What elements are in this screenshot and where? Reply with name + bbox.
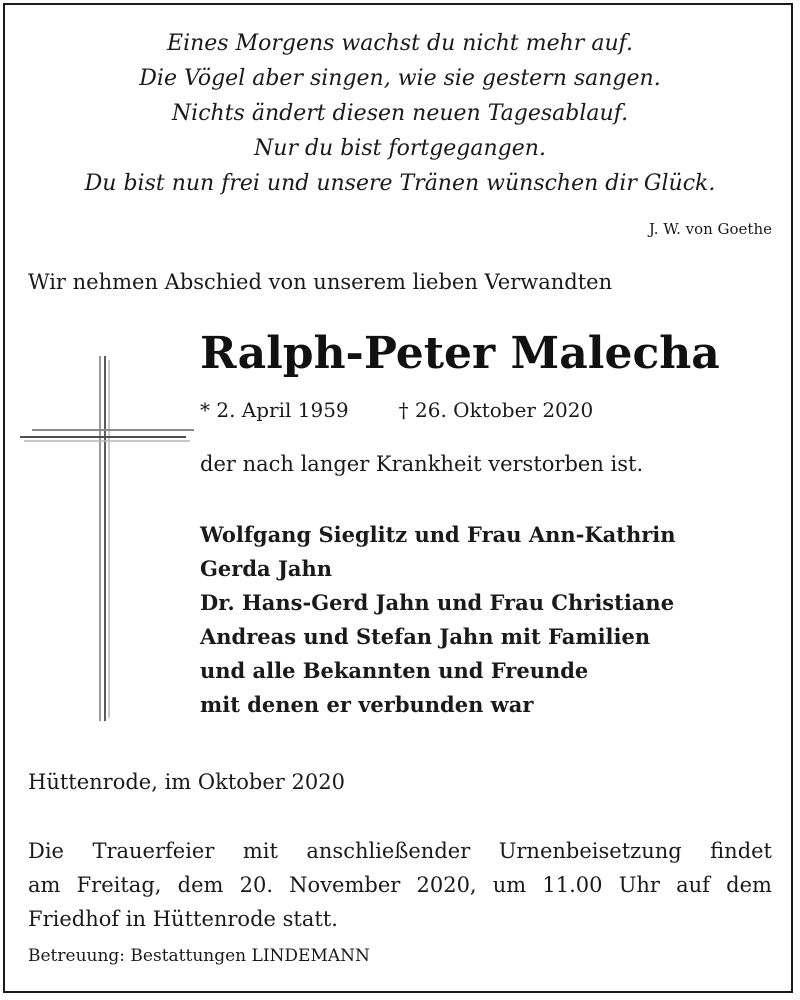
mourner-line: mit denen er verbunden war bbox=[200, 692, 534, 717]
funeral-info bbox=[28, 834, 772, 936]
death-date: † 26. Oktober 2020 bbox=[398, 398, 594, 422]
funeral-word: am bbox=[28, 873, 61, 897]
funeral-word: Freitag, bbox=[76, 873, 162, 897]
poem-line: Eines Morgens wachst du nicht mehr auf. bbox=[167, 31, 633, 56]
funeral-word: anschließender bbox=[306, 839, 471, 863]
funeral-word: mit bbox=[242, 839, 278, 863]
funeral-word: Urnenbeisetzung bbox=[498, 839, 682, 863]
cross-icon bbox=[18, 356, 198, 726]
funeral-word: Die bbox=[28, 839, 64, 863]
funeral-word: dem bbox=[726, 873, 772, 897]
poem-line: Du bist nun frei und unsere Tränen wünschen dir Glück. bbox=[84, 171, 716, 196]
funeral-word: 11.00 bbox=[542, 873, 603, 897]
death-remark: der nach langer Krankheit verstorben ist. bbox=[200, 452, 644, 476]
poem-author: J. W. von Goethe bbox=[648, 220, 772, 238]
funeral-word: November bbox=[289, 873, 401, 897]
deceased-name: Ralph-Peter Malecha bbox=[200, 328, 720, 379]
mourner-line: Wolfgang Sieglitz und Frau Ann-Kathrin bbox=[200, 522, 676, 547]
mourner-line: Dr. Hans-Gerd Jahn und Frau Christiane bbox=[200, 590, 675, 615]
place-date: Hüttenrode, im Oktober 2020 bbox=[28, 770, 345, 794]
poem-line: Nichts ändert diesen neuen Tagesablauf. bbox=[171, 101, 629, 126]
mourners-list bbox=[200, 518, 676, 722]
mourner-line: und alle Bekannten und Freunde bbox=[200, 658, 589, 683]
poem bbox=[40, 26, 760, 201]
funeral-word: findet bbox=[710, 839, 772, 863]
funeral-line-2 bbox=[28, 868, 772, 902]
funeral-word: 20. bbox=[239, 873, 273, 897]
funeral-word: Trauerfeier bbox=[92, 839, 215, 863]
farewell-intro: Wir nehmen Abschied von unserem lieben Verwandten bbox=[28, 270, 613, 294]
funeral-word: um bbox=[492, 873, 527, 897]
mourner-line: Andreas und Stefan Jahn mit Familien bbox=[200, 624, 651, 649]
funeral-home: Betreuung: Bestattungen LINDEMANN bbox=[28, 946, 370, 966]
funeral-word: auf bbox=[676, 873, 710, 897]
birth-date: * 2. April 1959 bbox=[200, 398, 349, 422]
funeral-word: 2020, bbox=[416, 873, 477, 897]
life-dates bbox=[200, 398, 593, 422]
funeral-line-3: Friedhof in Hüttenrode statt. bbox=[28, 907, 338, 931]
poem-line: Die Vögel aber singen, wie sie gestern sangen. bbox=[139, 66, 661, 91]
funeral-line-1 bbox=[28, 834, 772, 868]
poem-line: Nur du bist fortgegangen. bbox=[254, 136, 546, 161]
funeral-word: dem bbox=[177, 873, 224, 897]
funeral-word: Uhr bbox=[618, 873, 660, 897]
mourner-line: Gerda Jahn bbox=[200, 556, 333, 581]
